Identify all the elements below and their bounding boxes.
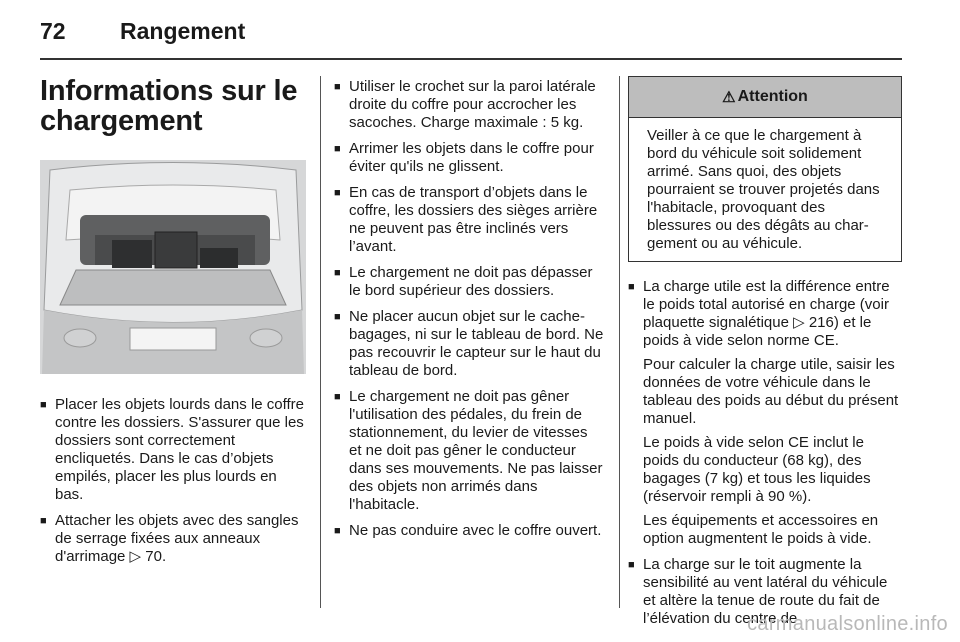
payload-paragraph: Le poids à vide selon CE inclut le poids du conducteur (68 kg), des bagages (7 kg) et tous les liquides (réservoir rempli à 90 %). <box>643 434 871 505</box>
list-item: ■ Ne pas conduire avec le coffre ouvert. <box>334 522 604 540</box>
page-header <box>40 18 245 45</box>
attention-title: Attention <box>737 88 808 105</box>
column-divider <box>320 76 321 608</box>
list-item <box>628 278 902 548</box>
list-item: ■ La charge sur le toit augmente la sensibilité au vent latéral du véhicule et altère la tenue de route du fait de l’élévation du centre de <box>628 556 902 628</box>
page-number: 72 <box>40 18 66 44</box>
column-1 <box>40 76 306 574</box>
watermark: carmanualsonline.info <box>747 613 948 635</box>
list-item: ■ Placer les objets lourds dans le coffre contre les dossiers. S'assurer que les dossiers sont correctement encliquetés. Dans le cas d’objets empilés, placer les plus lourds en bas. <box>40 396 306 504</box>
column-3 <box>628 76 902 636</box>
car-trunk-illustration <box>40 160 306 374</box>
column-divider <box>619 76 620 608</box>
list-item: ■ Le chargement ne doit pas gêner l'utilisation des pédales, du frein de stationnement, du levier de vitesses et ne doit pas gêner le conducteur dans ses mouvements. Ne pas laisser des objets non arrimés dans l'habitacle. <box>334 388 604 514</box>
section-title: Rangement <box>120 18 246 44</box>
attention-box <box>628 76 902 262</box>
list-item: ■ Arrimer les objets dans le coffre pour éviter qu'ils ne glissent. <box>334 140 604 176</box>
header-rule <box>40 58 902 60</box>
loading-tips-list <box>40 396 306 566</box>
column-2 <box>334 78 604 548</box>
list-item: ■ Utiliser le crochet sur la paroi latérale droite du coffre pour accrocher les sacoches. Charge maximale : 5 kg. <box>334 78 604 132</box>
car-trunk-photo <box>40 160 306 374</box>
attention-header <box>629 77 901 118</box>
payload-paragraph: ■ La charge utile est la différence entre le poids total autorisé en charge (voir plaquette signalétique ▷ 216) et le poids à vide selon norme CE. <box>643 278 890 349</box>
payload-paragraph: Les équipements et accessoires en option augmentent le poids à vide. <box>643 512 879 547</box>
list-item: ■ Le chargement ne doit pas dépasser le bord supérieur des dossiers. <box>334 264 604 300</box>
payload-list <box>628 278 902 628</box>
page-title: Informations sur le chargement <box>40 75 298 137</box>
list-item: ■ Ne placer aucun objet sur le cache-bagages, ni sur le tableau de bord. Ne pas recouvrir le capteur sur le haut du tableau de bord. <box>334 308 604 380</box>
payload-paragraph: Pour calculer la charge utile, saisir les données de votre véhicule dans le tableau des poids au début du présent manuel. <box>643 356 899 427</box>
warning-triangle-icon: ⚠ <box>722 89 736 106</box>
attention-text: Veiller à ce que le chargement à bord du véhicule soit solidement arrimé. Sans quoi, des objets pourraient se trouver projetés dans l'habitacle, provoquant des blessures ou des dégâts au char-gement ou au véhicule. <box>647 127 880 252</box>
loading-rules-list <box>334 78 604 540</box>
list-item: ■ Attacher les objets avec des sangles de serrage fixées aux anneaux d'arrimage ▷ 70. <box>40 512 306 566</box>
list-item: ■ En cas de transport d’objets dans le coffre, les dossiers des sièges arrière ne peuvent pas être inclinés vers l’avant. <box>334 184 604 256</box>
